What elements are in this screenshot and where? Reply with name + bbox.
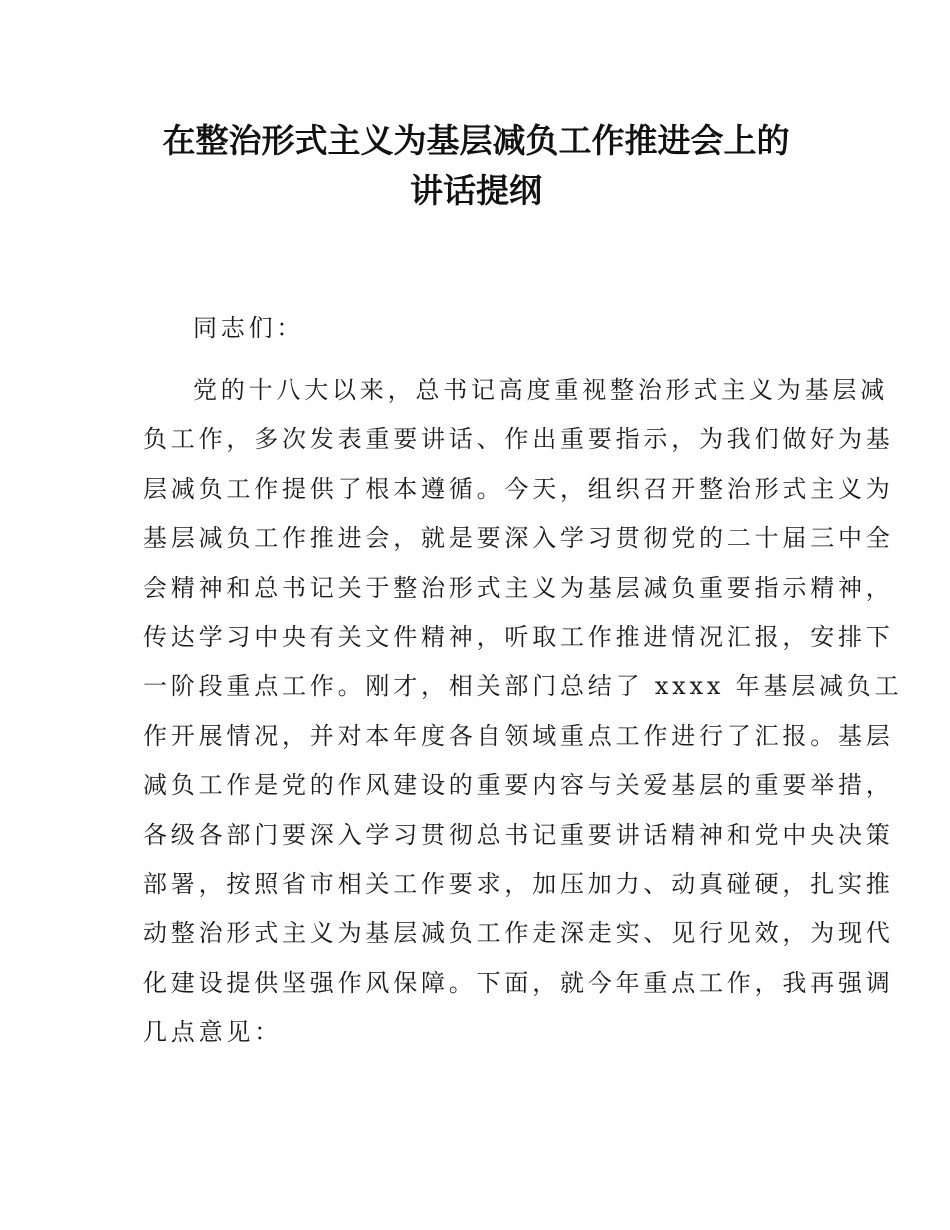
paragraph-line: 党的十八大以来，总书记高度重视整治形式主义为基层减 xyxy=(193,376,888,404)
paragraph-line: 传达学习中央有关文件精神，听取工作推进情况汇报，安排下 xyxy=(143,622,894,651)
paragraph-line: 会精神和总书记关于整治形式主义为基层减负重要指示精神， xyxy=(143,573,894,602)
paragraph-line: 负工作，多次发表重要讲话、作出重要指示，为我们做好为基 xyxy=(143,425,894,454)
paragraph-line: 减负工作是党的作风建设的重要内容与关爱基层的重要举措， xyxy=(143,771,894,800)
paragraph-line: 层减负工作提供了根本遵循。今天，组织召开整治形式主义为 xyxy=(143,474,894,503)
paragraph-line: 化建设提供坚强作风保障。下面，就今年重点工作，我再强调 xyxy=(143,968,894,997)
paragraph-line: 一阶段重点工作。刚才，相关部门总结了 xxxx 年基层减负工 xyxy=(143,672,903,701)
paragraph-line: 部署，按照省市相关工作要求，加压加力、动真碰硬，扎实推 xyxy=(143,869,894,898)
paragraph-line: 基层减负工作推进会，就是要深入学习贯彻党的二十届三中全 xyxy=(143,524,894,553)
document-title-line-2: 讲话提纲 xyxy=(410,171,542,210)
salutation: 同志们： xyxy=(193,314,305,342)
document-title-line-1: 在整治形式主义为基层减负工作推进会上的 xyxy=(162,121,790,160)
paragraph-line: 动整治形式主义为基层减负工作走深走实、见行见效，为现代 xyxy=(143,919,894,948)
opening-paragraph xyxy=(143,366,903,1057)
paragraph-line: 几点意见： xyxy=(143,1018,282,1047)
paragraph-line: 作开展情况，并对本年度各自领域重点工作进行了汇报。基层 xyxy=(143,721,894,750)
paragraph-line: 各级各部门要深入学习贯彻总书记重要讲话精神和党中央决策 xyxy=(143,820,894,849)
